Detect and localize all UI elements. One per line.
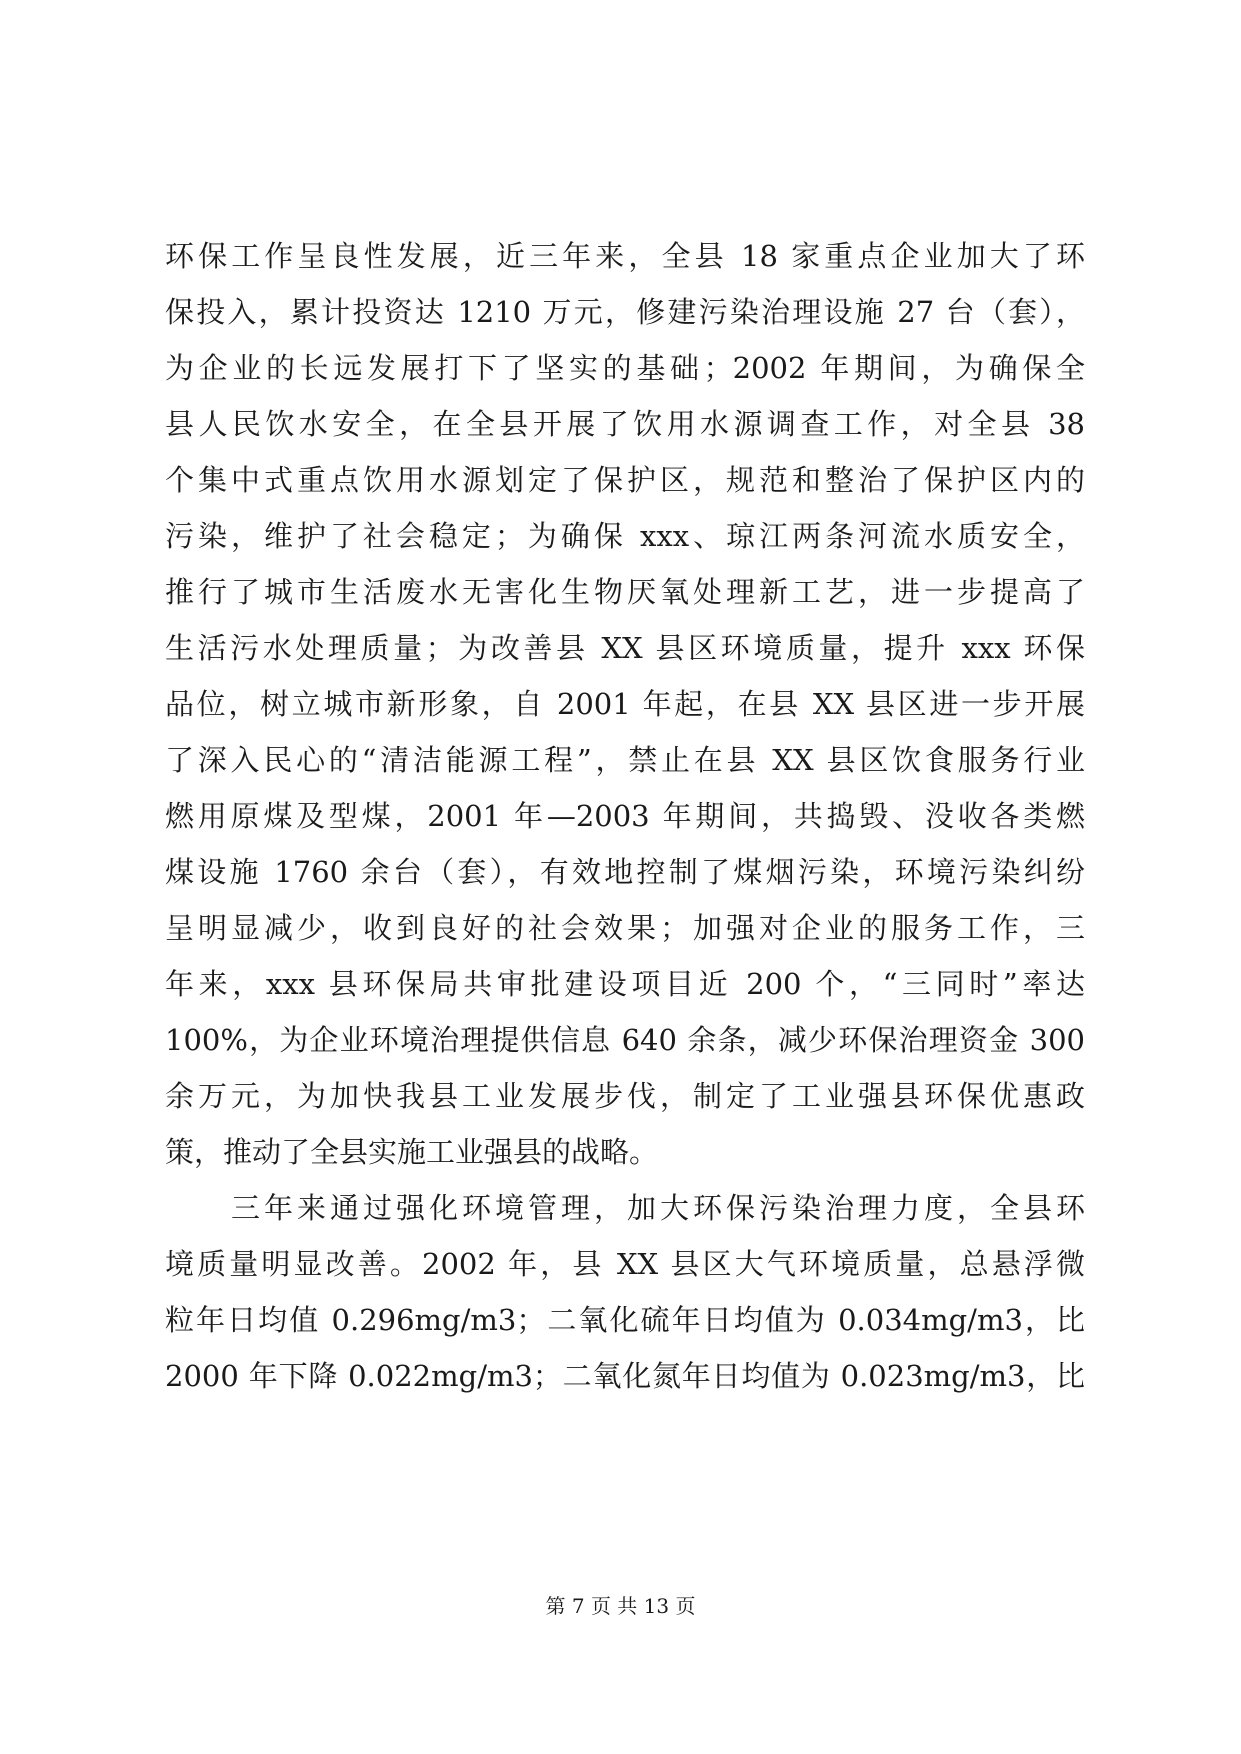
- text-line: 污染，维护了社会稳定；为确保 xxx、琼江两条河流水质安全，: [165, 519, 1085, 553]
- text-line: 了深入民心的“清洁能源工程”，禁止在县 XX 县区饮食服务行业: [165, 743, 1085, 777]
- text-line: 县人民饮水安全，在全县开展了饮用水源调查工作，对全县 38: [165, 407, 1085, 441]
- text-line: 境质量明显改善。2002 年，县 XX 县区大气环境质量，总悬浮微: [165, 1247, 1085, 1281]
- text-line: 为企业的长远发展打下了坚实的基础；2002 年期间，为确保全: [165, 351, 1085, 385]
- text-line: 个集中式重点饮用水源划定了保护区，规范和整治了保护区内的: [165, 463, 1085, 497]
- text-line: 年来，xxx 县环保局共审批建设项目近 200 个，“三同时”率达: [165, 967, 1085, 1001]
- text-line: 保投入，累计投资达 1210 万元，修建污染治理设施 27 台（套），: [165, 295, 1085, 329]
- body-text: [165, 228, 1085, 1404]
- text-line: 粒年日均值 0.296mg/m3；二氧化硫年日均值为 0.034mg/m3，比: [165, 1303, 1085, 1337]
- paragraph-start-line: 三年来通过强化环境管理，加大环保污染治理力度，全县环: [165, 1191, 1085, 1225]
- text-line: 余万元，为加快我县工业发展步伐，制定了工业强县环保优惠政: [165, 1079, 1085, 1113]
- text-line: 煤设施 1760 余台（套），有效地控制了煤烟污染，环境污染纠纷: [165, 855, 1085, 889]
- text-line: 环保工作呈良性发展，近三年来，全县 18 家重点企业加大了环: [165, 239, 1085, 273]
- text-line: 生活污水处理质量；为改善县 XX 县区环境质量，提升 xxx 环保: [165, 631, 1085, 665]
- text-line: 品位，树立城市新形象，自 2001 年起，在县 XX 县区进一步开展: [165, 687, 1085, 721]
- text-line: 100%，为企业环境治理提供信息 640 余条，减少环保治理资金 300: [165, 1023, 1085, 1057]
- text-line: 推行了城市生活废水无害化生物厌氧处理新工艺，进一步提高了: [165, 575, 1085, 609]
- page-number-footer: 第 7 页 共 13 页: [545, 1594, 696, 1618]
- paragraph-end-line: 策，推动了全县实施工业强县的战略。: [165, 1135, 659, 1169]
- text-line: 2000 年下降 0.022mg/m3；二氧化氮年日均值为 0.023mg/m3，比: [165, 1359, 1085, 1393]
- text-line: 燃用原煤及型煤，2001 年—2003 年期间，共捣毁、没收各类燃: [165, 799, 1085, 833]
- text-line: 呈明显减少，收到良好的社会效果；加强对企业的服务工作，三: [165, 911, 1085, 945]
